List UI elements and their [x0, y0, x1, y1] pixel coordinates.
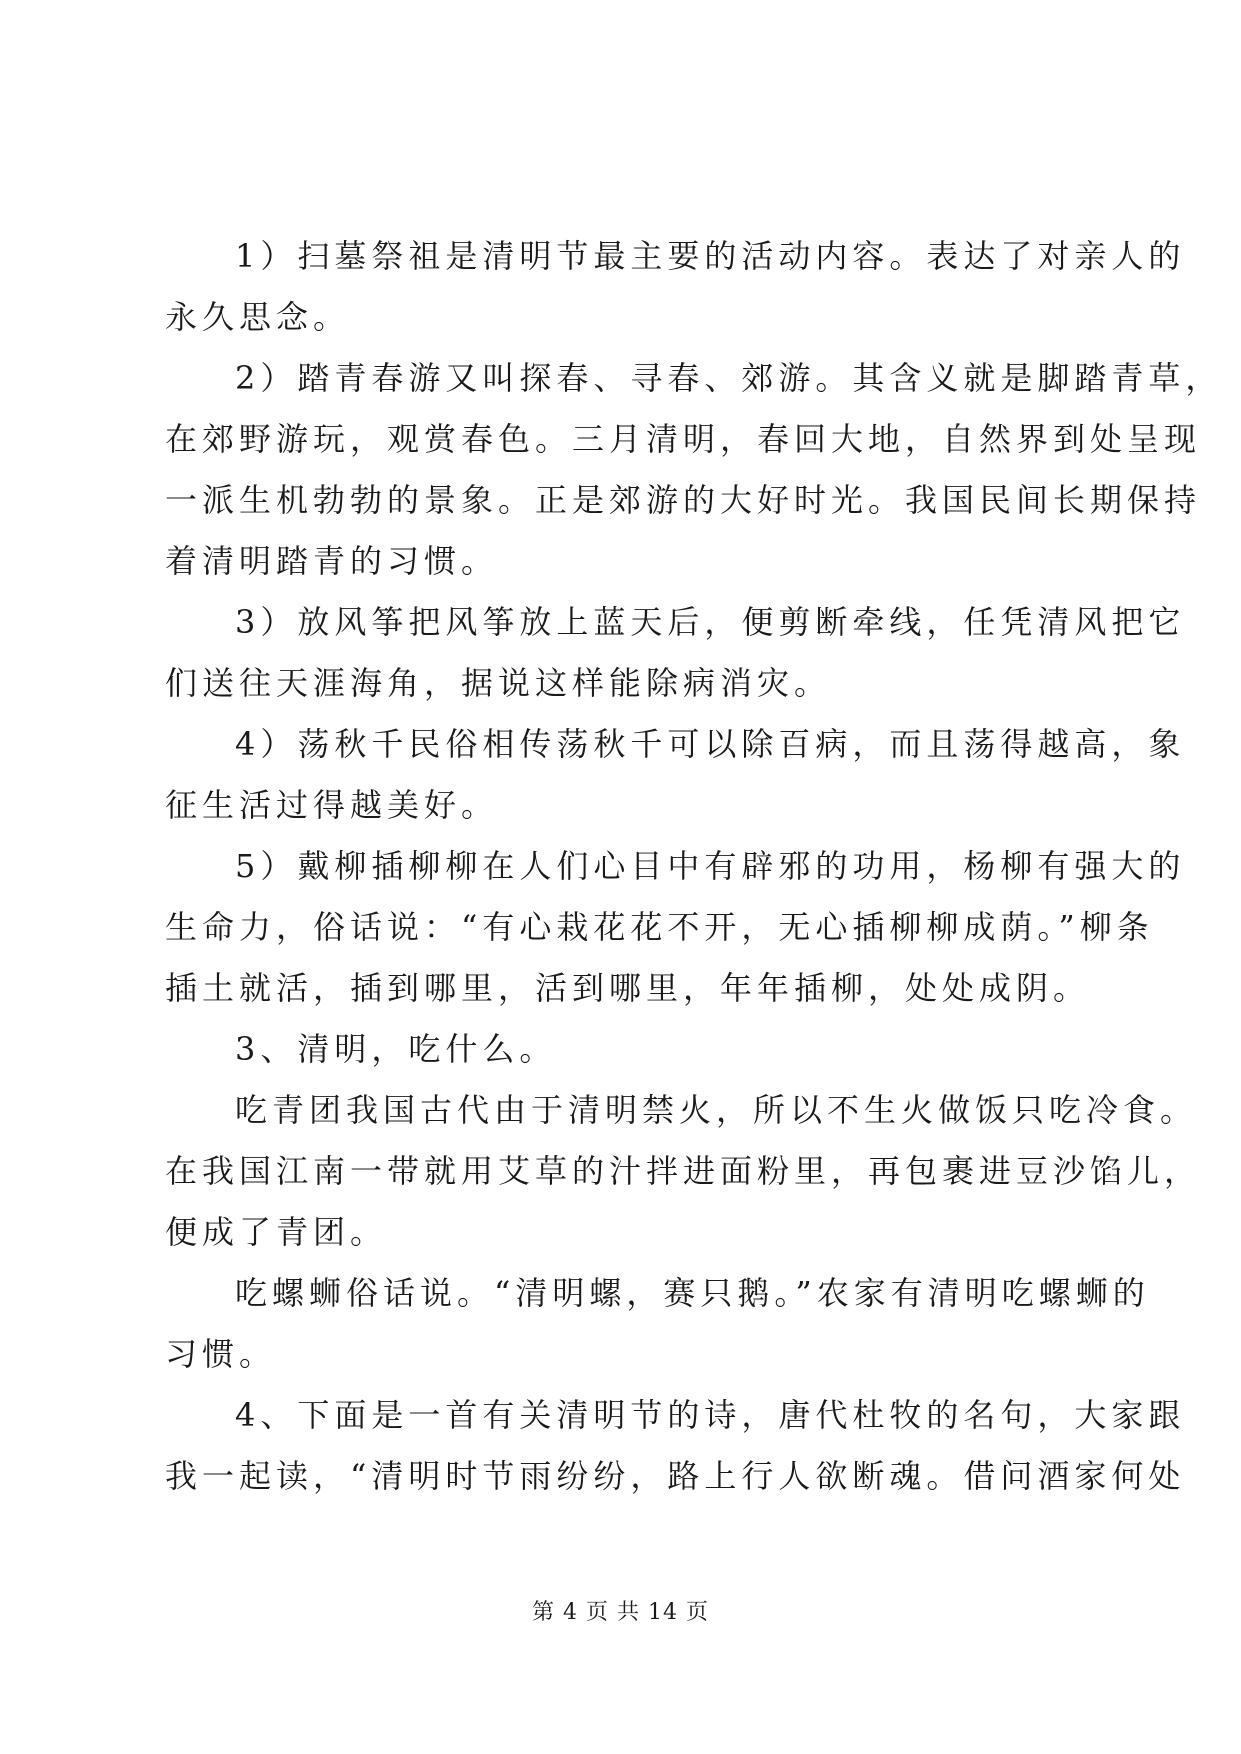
paragraph-line: 插土就活，插到哪里，活到哪里，年年插柳，处处成阴。	[165, 969, 1091, 1007]
section-heading-food	[165, 1019, 1085, 1080]
document-body	[165, 226, 1223, 1507]
paragraph-sweeping-tombs	[165, 226, 1186, 348]
paragraph-line: 2）踏青春游又叫探春、寻春、郊游。其含义就是脚踏青草，	[235, 359, 1223, 397]
paragraph-line: 3、清明，吃什么。	[235, 1030, 557, 1068]
paragraph-line: 一派生机勃勃的景象。正是郊游的大好时光。我国民间长期保持	[165, 481, 1202, 519]
paragraph-line: 3）放风筝把风筝放上蓝天后，便剪断牵线，任凭清风把它	[235, 603, 1186, 641]
paragraph-line: 着清明踏青的习惯。	[165, 542, 499, 580]
paragraph-line: 便成了青团。	[165, 1213, 388, 1251]
paragraph-line: 在郊野游玩，观赏春色。三月清明，春回大地，自然界到处呈现	[165, 420, 1202, 458]
paragraph-line: 永久思念。	[165, 298, 351, 336]
paragraph-flying-kites	[165, 592, 1186, 714]
paragraph-line: 5）戴柳插柳柳在人们心目中有辟邪的功用，杨柳有强大的	[235, 847, 1186, 885]
paragraph-line: 生命力，俗话说：“有心栽花花不开，无心插柳柳成荫。”柳条	[165, 908, 1154, 946]
paragraph-line: 们送往天涯海角，据说这样能除病消灾。	[165, 664, 832, 702]
paragraph-line: 1）扫墓祭祖是清明节最主要的活动内容。表达了对亲人的	[235, 237, 1186, 275]
paragraph-line: 4）荡秋千民俗相传荡秋千可以除百病，而且荡得越高，象	[235, 725, 1186, 763]
paragraph-willow	[165, 836, 1186, 1019]
paragraph-line: 吃螺蛳俗话说。“清明螺，赛只鹅。”农家有清明吃螺蛳的	[235, 1274, 1150, 1312]
paragraph-spring-outing	[165, 348, 1223, 592]
paragraph-line: 我一起读，“清明时节雨纷纷，路上行人欲断魂。借问酒家何处	[165, 1457, 1186, 1495]
paragraph-poem	[165, 1385, 1186, 1507]
paragraph-snails	[165, 1263, 1150, 1385]
paragraph-line: 征生活过得越美好。	[165, 786, 499, 824]
paragraph-line: 4、下面是一首有关清明节的诗，唐代杜牧的名句，大家跟	[235, 1396, 1186, 1434]
paragraph-qingtuan	[165, 1080, 1202, 1263]
paragraph-line: 习惯。	[165, 1335, 277, 1373]
paragraph-swings	[165, 714, 1186, 836]
page-number-footer: 第 4 页 共 14 页	[532, 1600, 709, 1625]
paragraph-line: 在我国江南一带就用艾草的汁拌进面粉里，再包裹进豆沙馅儿，	[165, 1152, 1202, 1190]
paragraph-line: 吃青团我国古代由于清明禁火，所以不生火做饭只吃冷食。	[235, 1091, 1198, 1129]
